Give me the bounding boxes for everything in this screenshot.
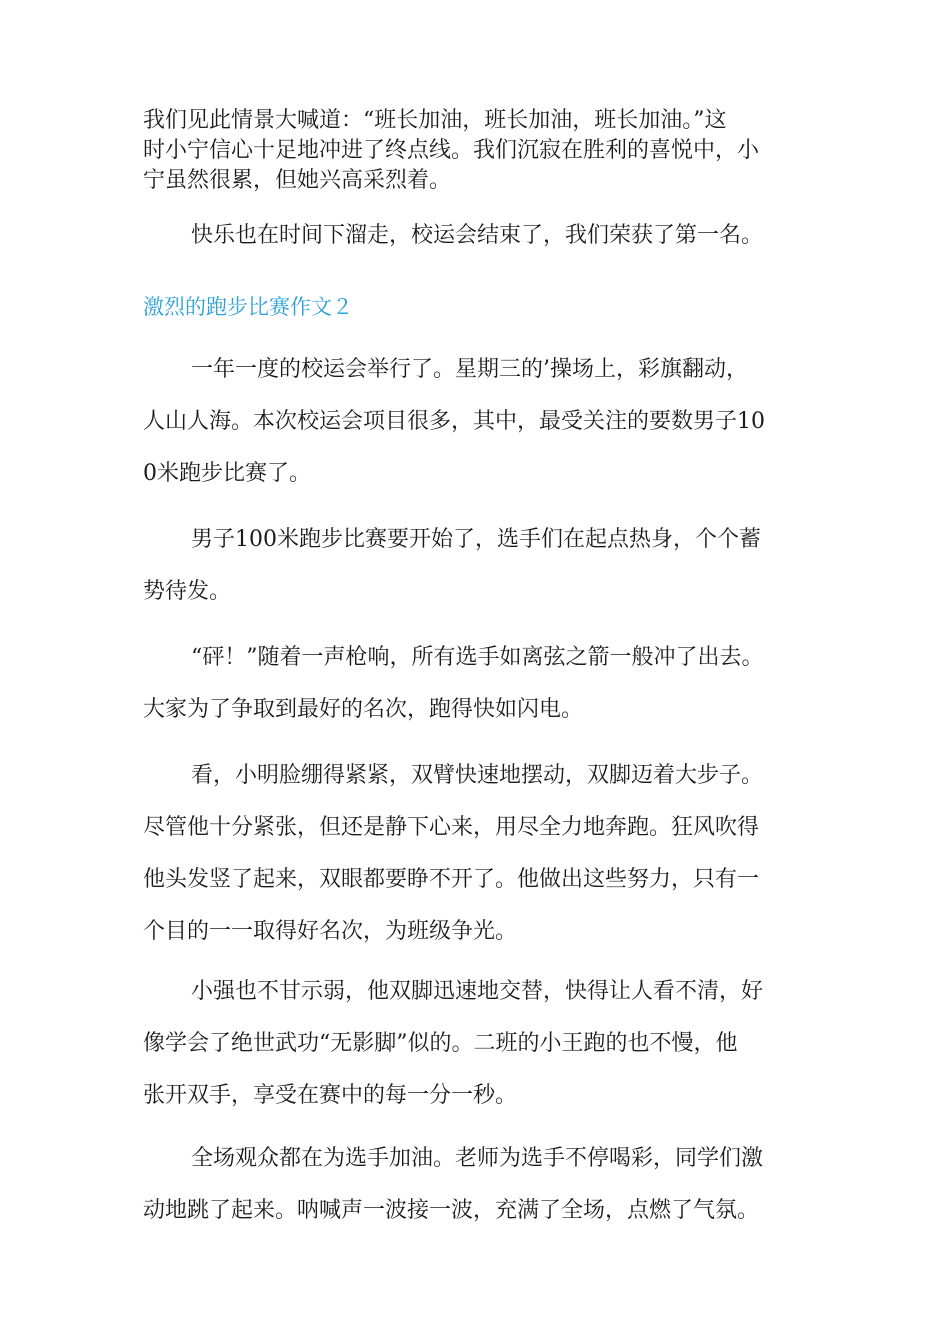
text-line: 尽管他十分紧张，但还是静下心来，用尽全力地奔跑。狂风吹得: [143, 815, 760, 840]
text-line: 他头发竖了起来，双眼都要睁不开了。他做出这些努力，只有一: [143, 867, 760, 892]
paragraph-6: [143, 750, 811, 958]
text-line: 张开双手，享受在赛中的每一分一秒。: [143, 1083, 518, 1108]
text-line: “砰！”随着一声枪响，所有选手如离弦之箭一般冲了出去。: [191, 645, 764, 670]
text-line: 男子100米跑步比赛要开始了，选手们在起点热身，个个蓄: [191, 527, 761, 552]
text-line: 人山人海。本次校运会项目很多，其中，最受关注的要数男子10: [143, 409, 765, 434]
text-line: 个目的一一取得好名次，为班级争光。: [143, 919, 518, 944]
paragraph-4: [143, 514, 811, 618]
text-line: 小强也不甘示弱，他双脚迅速地交替，快得让人看不清，好: [191, 979, 764, 1004]
text-line: 势待发。: [143, 579, 232, 604]
text-line: 像学会了绝世武功“无影脚”似的。二班的小王跑的也不慢，他: [143, 1031, 738, 1056]
text-line: 0米跑步比赛了。: [143, 461, 311, 486]
text-line: 看，小明脸绷得紧紧，双臂快速地摆动，双脚迈着大步子。: [191, 763, 764, 788]
text-line: 宁虽然很累，但她兴高采烈着。: [143, 168, 452, 193]
paragraph-5: [143, 632, 811, 736]
paragraph-8: [143, 1133, 811, 1237]
paragraph-7: [143, 966, 811, 1122]
text-line: 一年一度的校运会举行了。星期三的’操场上，彩旗翻动，: [191, 357, 748, 382]
paragraph-2: [143, 221, 811, 251]
text-line: 时小宁信心十足地冲进了终点线。我们沉寂在胜利的喜悦中，小: [143, 138, 760, 163]
paragraph-1: [143, 106, 811, 196]
text-line: 动地跳了起来。呐喊声一波接一波，充满了全场，点燃了气氛。: [143, 1198, 760, 1223]
text-line: 大家为了争取到最好的名次，跑得快如闪电。: [143, 697, 584, 722]
text-line: 我们见此情景大喊道：“班长加油，班长加油，班长加油。”这: [143, 108, 727, 133]
section-heading: 激烈的跑步比赛作文２: [143, 295, 353, 319]
paragraph-3: [143, 344, 811, 500]
text-line: 快乐也在时间下溜走，校运会结束了，我们荣获了第一名。: [191, 223, 764, 248]
text-line: 全场观众都在为选手加油。老师为选手不停喝彩，同学们激: [191, 1146, 764, 1171]
